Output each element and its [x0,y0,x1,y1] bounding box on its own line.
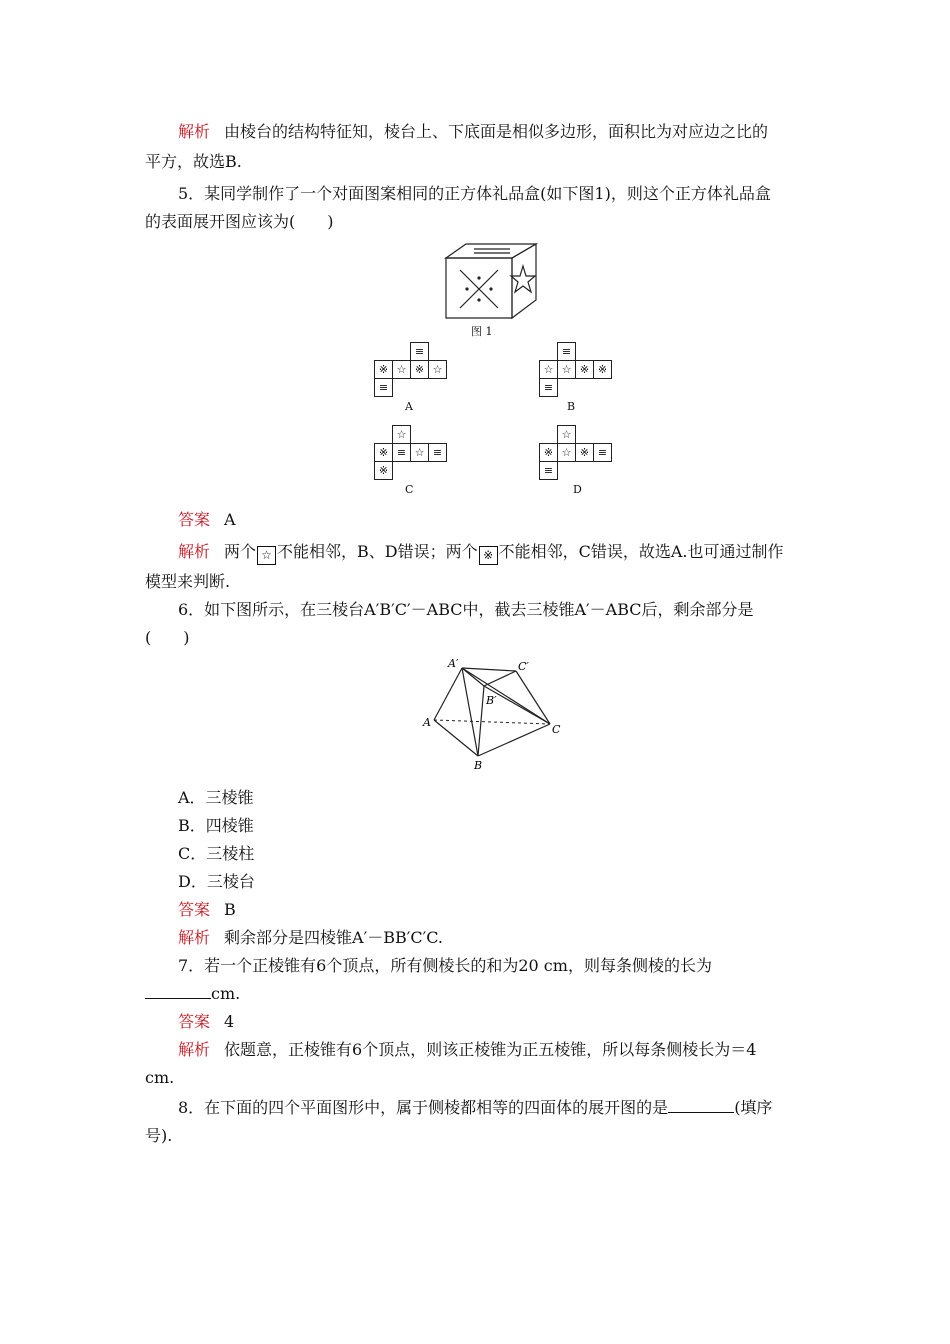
jiexi-text: 依题意，正棱锥有6个顶点，则该正棱锥为正五棱锥，所以每条侧棱长为＝4 [224,1040,757,1059]
net-option-c [374,425,454,481]
jiexi-text: 由棱台的结构特征知，棱台上、下底面是相似多边形，面积比为对应边之比的 [224,122,769,141]
q7-stem-line1: 7．若一个正棱锥有6个顶点，所有侧棱长的和为20 cm，则每条侧棱的长为 [178,956,712,975]
net-cell: ≡ [374,378,393,397]
jiexi-text: 两个 [224,542,257,561]
net-cell: ☆ [410,443,429,462]
q8-stem-line1 [178,1097,843,1119]
net-cell: ※ [575,360,594,379]
q6-answer-line [178,899,843,921]
answer-label: 答案 [178,1012,211,1031]
answer-blank [668,1098,734,1113]
answer-value: B [224,900,236,919]
star-box-icon: ☆ [257,546,276,565]
q7-answer-line [178,1011,843,1033]
jiexi-text: 不能相邻，B、D错误；两个 [277,542,478,561]
q6-stem-line1: 6．如下图所示，在三棱台A′B′C′－ABC中，截去三棱锥A′－ABC后，剩余部分是 [178,600,754,619]
net-option-d [539,425,619,481]
q8-stem-line2: 号). [145,1126,173,1145]
jiexi-text: 不能相邻，C错误，故选A.也可通过制作 [498,542,784,561]
net-cell: ☆ [392,360,411,379]
vertex-c1-label: C′ [518,660,529,673]
q5-answer-line [178,509,843,531]
answer-blank [145,984,211,999]
net-cell: ☆ [557,443,576,462]
net-cell: ※ [374,360,393,379]
q5-jiexi-line2: 模型来判断. [145,572,231,591]
net-cell: ☆ [557,360,576,379]
net-cell: ≡ [539,378,558,397]
vertex-a-label: A [423,716,431,729]
jiexi-4-line1 [178,121,843,143]
jiexi-text: 剩余部分是四棱锥A′－BB′C′C. [224,928,443,947]
net-option-b [539,342,619,398]
unit-text: cm. [211,984,241,1003]
net-cell: ☆ [557,425,576,444]
net-cell: ※ [539,443,558,462]
net-cell: ≡ [539,461,558,480]
net-cell: ≡ [428,443,447,462]
q5-stem-line1: 5．某同学制作了一个对面图案相同的正方体礼品盒(如下图1)，则这个正方体礼品盒 [178,184,771,203]
answer-label: 答案 [178,510,211,529]
net-cell: ※ [410,360,429,379]
q6-choice-d: D．三棱台 [178,872,255,891]
answer-label: 答案 [178,900,211,919]
net-cell: ※ [374,443,393,462]
jiexi-4-line2: 平方，故选B. [145,152,242,171]
net-option-a [374,342,454,398]
jiexi-label: 解析 [178,928,211,947]
frustum-figure [418,656,568,774]
net-cell: ≡ [392,443,411,462]
net-cell: ※ [593,360,612,379]
answer-value: 4 [224,1012,235,1031]
net-option-d-label: D [573,483,582,496]
vertex-c-label: C [552,723,561,736]
q6-jiexi-line [178,927,843,949]
cube-figure [440,240,550,322]
net-cell: ☆ [392,425,411,444]
jiexi-label: 解析 [178,122,211,141]
net-cell: ☆ [539,360,558,379]
net-cell: ☆ [428,360,447,379]
jiexi-label: 解析 [178,542,211,561]
vertex-a1-label: A′ [448,657,459,670]
cross-box-icon: ※ [479,546,498,565]
q6-choice-a: A．三棱锥 [178,788,254,807]
net-cell: ※ [575,443,594,462]
q6-choice-c: C．三棱柱 [178,844,255,863]
q6-choice-b: B．四棱锥 [178,816,254,835]
q7-stem-line2 [145,983,810,1005]
q6-stem-line2: ( ) [145,628,190,647]
net-cell: ≡ [593,443,612,462]
net-cell: ※ [374,461,393,480]
answer-value: A [224,510,236,529]
q7-jiexi-line2: cm. [145,1068,175,1087]
net-cell: ≡ [410,342,429,361]
q5-stem-line2: 的表面展开图应该为( ) [145,212,334,231]
jiexi-label: 解析 [178,1040,211,1059]
net-option-b-label: B [567,400,576,413]
q5-jiexi-line1 [178,541,843,565]
net-option-a-label: A [405,400,413,413]
q8-text: (填序 [734,1098,773,1117]
q8-text: 8．在下面的四个平面图形中，属于侧棱都相等的四面体的展开图的是 [178,1098,669,1117]
net-cell: ≡ [557,342,576,361]
figure-1-caption: 图 1 [471,325,493,338]
net-option-c-label: C [405,483,414,496]
q7-jiexi-line1 [178,1039,843,1061]
vertex-b1-label: B′ [486,694,497,707]
vertex-b-label: B [474,759,483,772]
